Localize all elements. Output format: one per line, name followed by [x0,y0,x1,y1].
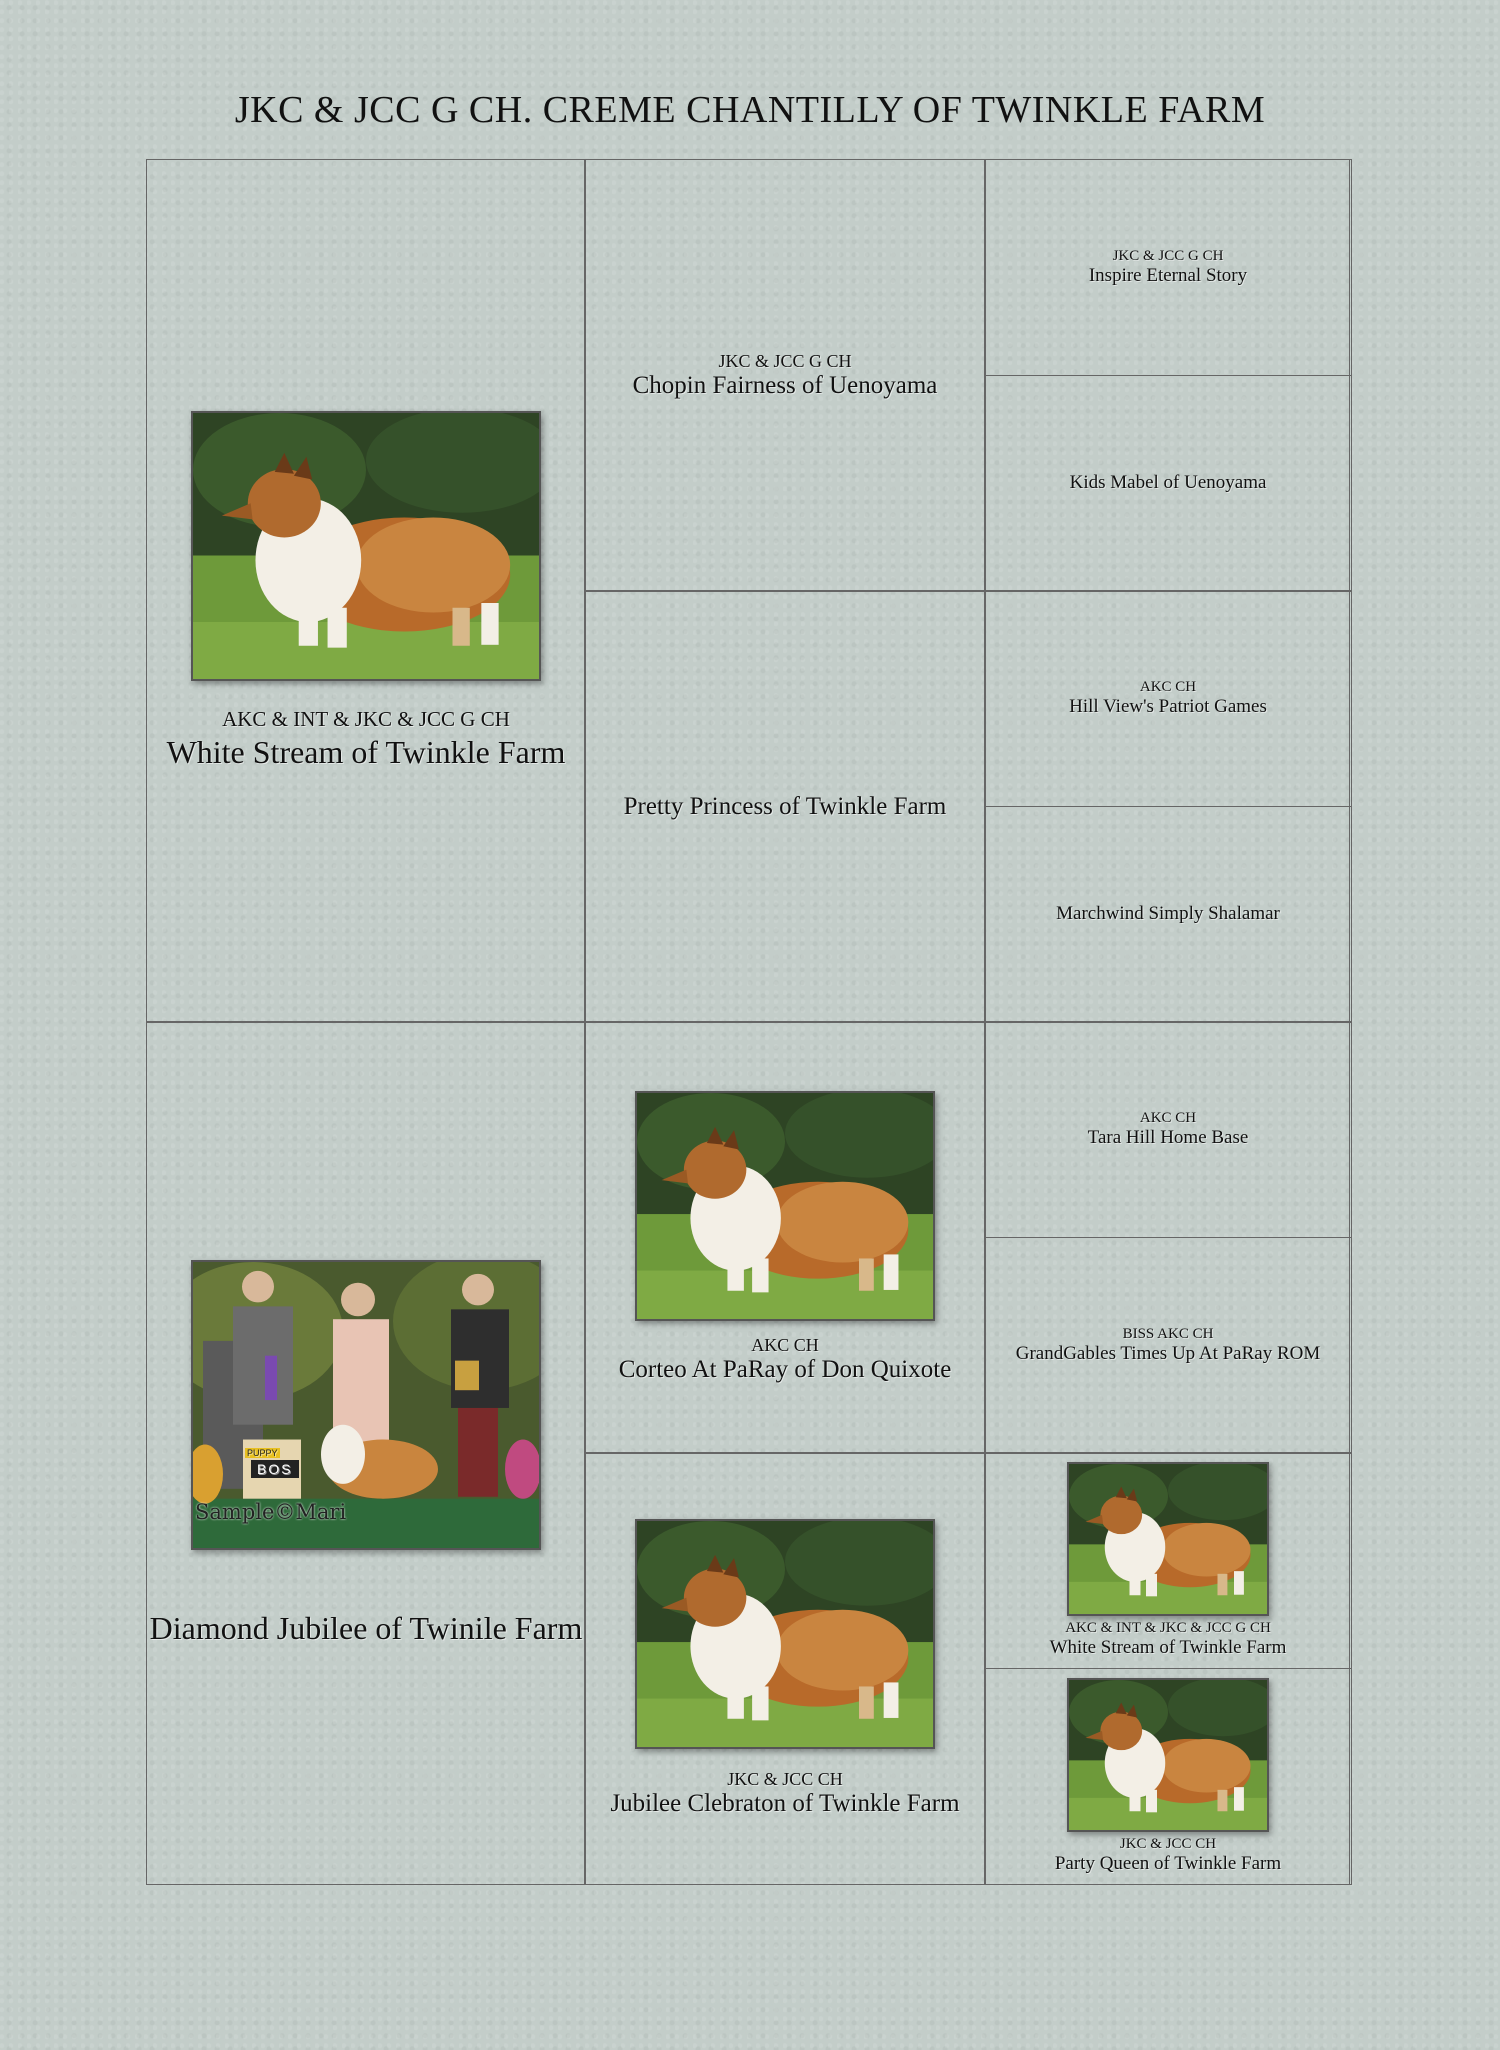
ggp-cell-1 [984,159,1352,376]
ggp-3-titles: AKC CH [1139,679,1197,696]
sire-photo [191,411,541,681]
sire-cell [146,159,586,1023]
pedigree-table [146,159,1350,1885]
sire-sire-titles: JKC & JCC G CH [718,351,852,371]
ggp-cell-7 [984,1452,1352,1669]
dam-photo-ribbon: PUPPY [247,1447,278,1458]
sire-sire-cell [584,159,986,592]
sire-dam-cell [584,590,986,1023]
dam-photo-watermark: Sample©Mari [195,1499,347,1524]
ggp-1-titles: JKC & JCC G CH [1112,248,1224,265]
ggp-cell-2 [984,375,1352,592]
dam-sire-name: Corteo At PaRay of Don Quixote [618,1356,952,1383]
dam-name: Diamond Jubilee of Twinile Farm [149,1609,583,1646]
dam-photo [191,1260,541,1550]
ggp-4-name: Marchwind Simply Shalamar [1056,903,1280,925]
dam-dam-name: Jubilee Clebraton of Twinkle Farm [610,1790,960,1817]
ggp-cell-8 [984,1668,1352,1885]
ggp-1-name: Inspire Eternal Story [1088,265,1248,287]
sire-name: White Stream of Twinkle Farm [166,734,566,770]
dam-sire-photo [635,1091,935,1321]
dam-photo-badge: BOS [251,1460,299,1478]
dam-cell [146,1021,586,1885]
ggp-8-titles: JKC & JCC CH [1119,1835,1217,1852]
sire-titles: AKC & INT & JKC & JCC G CH [222,707,510,731]
ggp-2-name: Kids Mabel of Uenoyama [1069,472,1267,494]
ggp-cell-5 [984,1021,1352,1238]
ggp-5-name: Tara Hill Home Base [1087,1127,1249,1149]
dam-sire-cell [584,1021,986,1454]
ggp-6-titles: BISS AKC CH [1122,1325,1214,1342]
ggp-7-titles: AKC & INT & JKC & JCC G CH [1065,1620,1271,1637]
page-title: JKC & JCC G CH. CREME CHANTILLY OF TWINKLE FARM [234,89,1266,131]
ggp-6-name: GrandGables Times Up At PaRay ROM [1015,1342,1321,1364]
dam-dam-titles: JKC & JCC CH [727,1769,843,1789]
ggp-cell-4 [984,806,1352,1023]
ggp-5-titles: AKC CH [1139,1110,1197,1127]
ggp-cell-6 [984,1237,1352,1454]
ggp-7-name: White Stream of Twinkle Farm [1049,1637,1287,1659]
ggp-7-photo [1067,1462,1269,1616]
sire-sire-name: Chopin Fairness of Uenoyama [632,372,938,399]
dam-sire-titles: AKC CH [751,1335,819,1355]
ggp-3-name: Hill View's Patriot Games [1069,696,1267,718]
ggp-8-photo [1067,1678,1269,1832]
dam-dam-cell [584,1452,986,1885]
sire-dam-name: Pretty Princess of Twinkle Farm [623,792,947,820]
ggp-cell-3 [984,590,1352,807]
ggp-8-name: Party Queen of Twinkle Farm [1054,1852,1282,1874]
dam-dam-photo [635,1519,935,1749]
